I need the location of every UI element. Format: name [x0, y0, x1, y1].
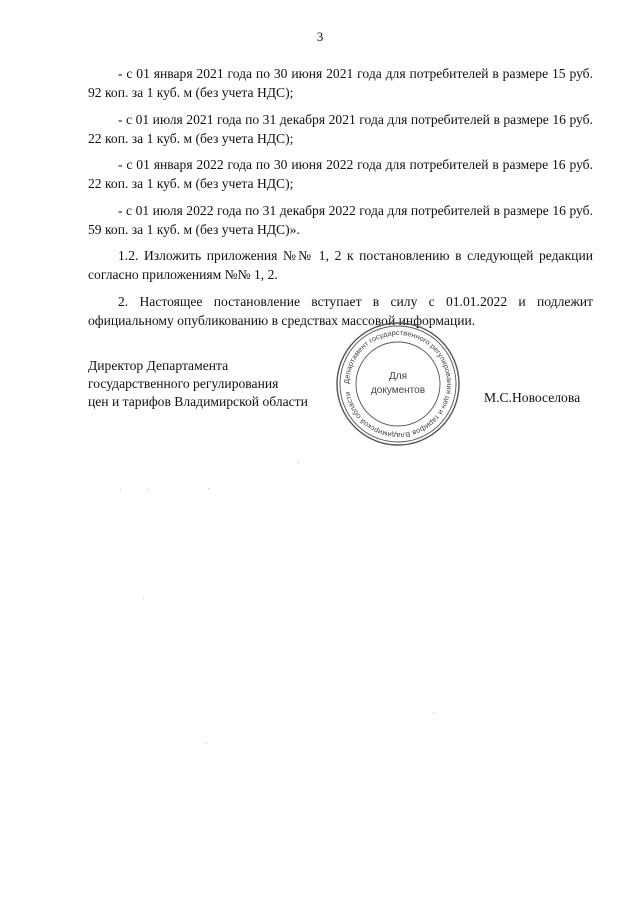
scan-speck [208, 488, 209, 489]
signatory-title-line: цен и тарифов Владимирской области [88, 394, 308, 409]
paragraph-tariff-2021-h2: - с 01 июля 2021 года по 31 декабря 2021 года для потребителей в размере 16 руб. 22 коп. за 1 куб. м (без учета НДС); [88, 111, 593, 146]
scan-speck [143, 598, 144, 599]
svg-text:Департамент государственного р [342, 328, 454, 440]
scan-speck [120, 489, 121, 490]
scan-speck [148, 489, 149, 490]
paragraph-clause-2: 2. Настоящее постановление вступает в силу с 01.01.2022 и подлежит официальному опубликованию в средствах массовой информации. [88, 293, 593, 328]
scan-speck [298, 462, 299, 463]
signatory-name: М.С.Новоселова [484, 390, 581, 405]
signatory-title [88, 357, 328, 411]
scan-speck [206, 743, 207, 744]
official-seal-stamp [335, 321, 461, 447]
document-body [88, 64, 593, 337]
seal-ring-text: Департамент государственного регулирования цен и тарифов Владимирской области [341, 327, 455, 441]
seal-center-line: документов [370, 385, 426, 396]
paragraph-tariff-2022-h1: - с 01 января 2022 года по 30 июня 2022 года для потребителей в размере 16 руб. 22 коп. за 1 куб. м (без учета НДС); [88, 157, 593, 191]
page-number: 3 [316, 29, 324, 44]
signatory-title-line: Директор Департамента [88, 358, 229, 373]
scan-speck [433, 712, 434, 713]
paragraph-tariff-2021-h1: - с 01 января 2021 года по 30 июня 2021 года для потребителей в размере 15 руб. 92 коп. за 1 куб. м (без учета НДС); [88, 66, 593, 100]
paragraph-tariff-2022-h2: - с 01 июля 2022 года по 31 декабря 2022 года для потребителей в размере 16 руб. 59 коп. за 1 куб. м (без учета НДС)». [88, 202, 593, 237]
signatory-title-line: государственного регулирования [88, 376, 279, 391]
paragraph-clause-1-2: 1.2. Изложить приложения №№ 1, 2 к постановлению в следующей редакции согласно приложениям №№ 1, 2. [88, 248, 593, 282]
seal-center-line: Для [388, 371, 408, 382]
